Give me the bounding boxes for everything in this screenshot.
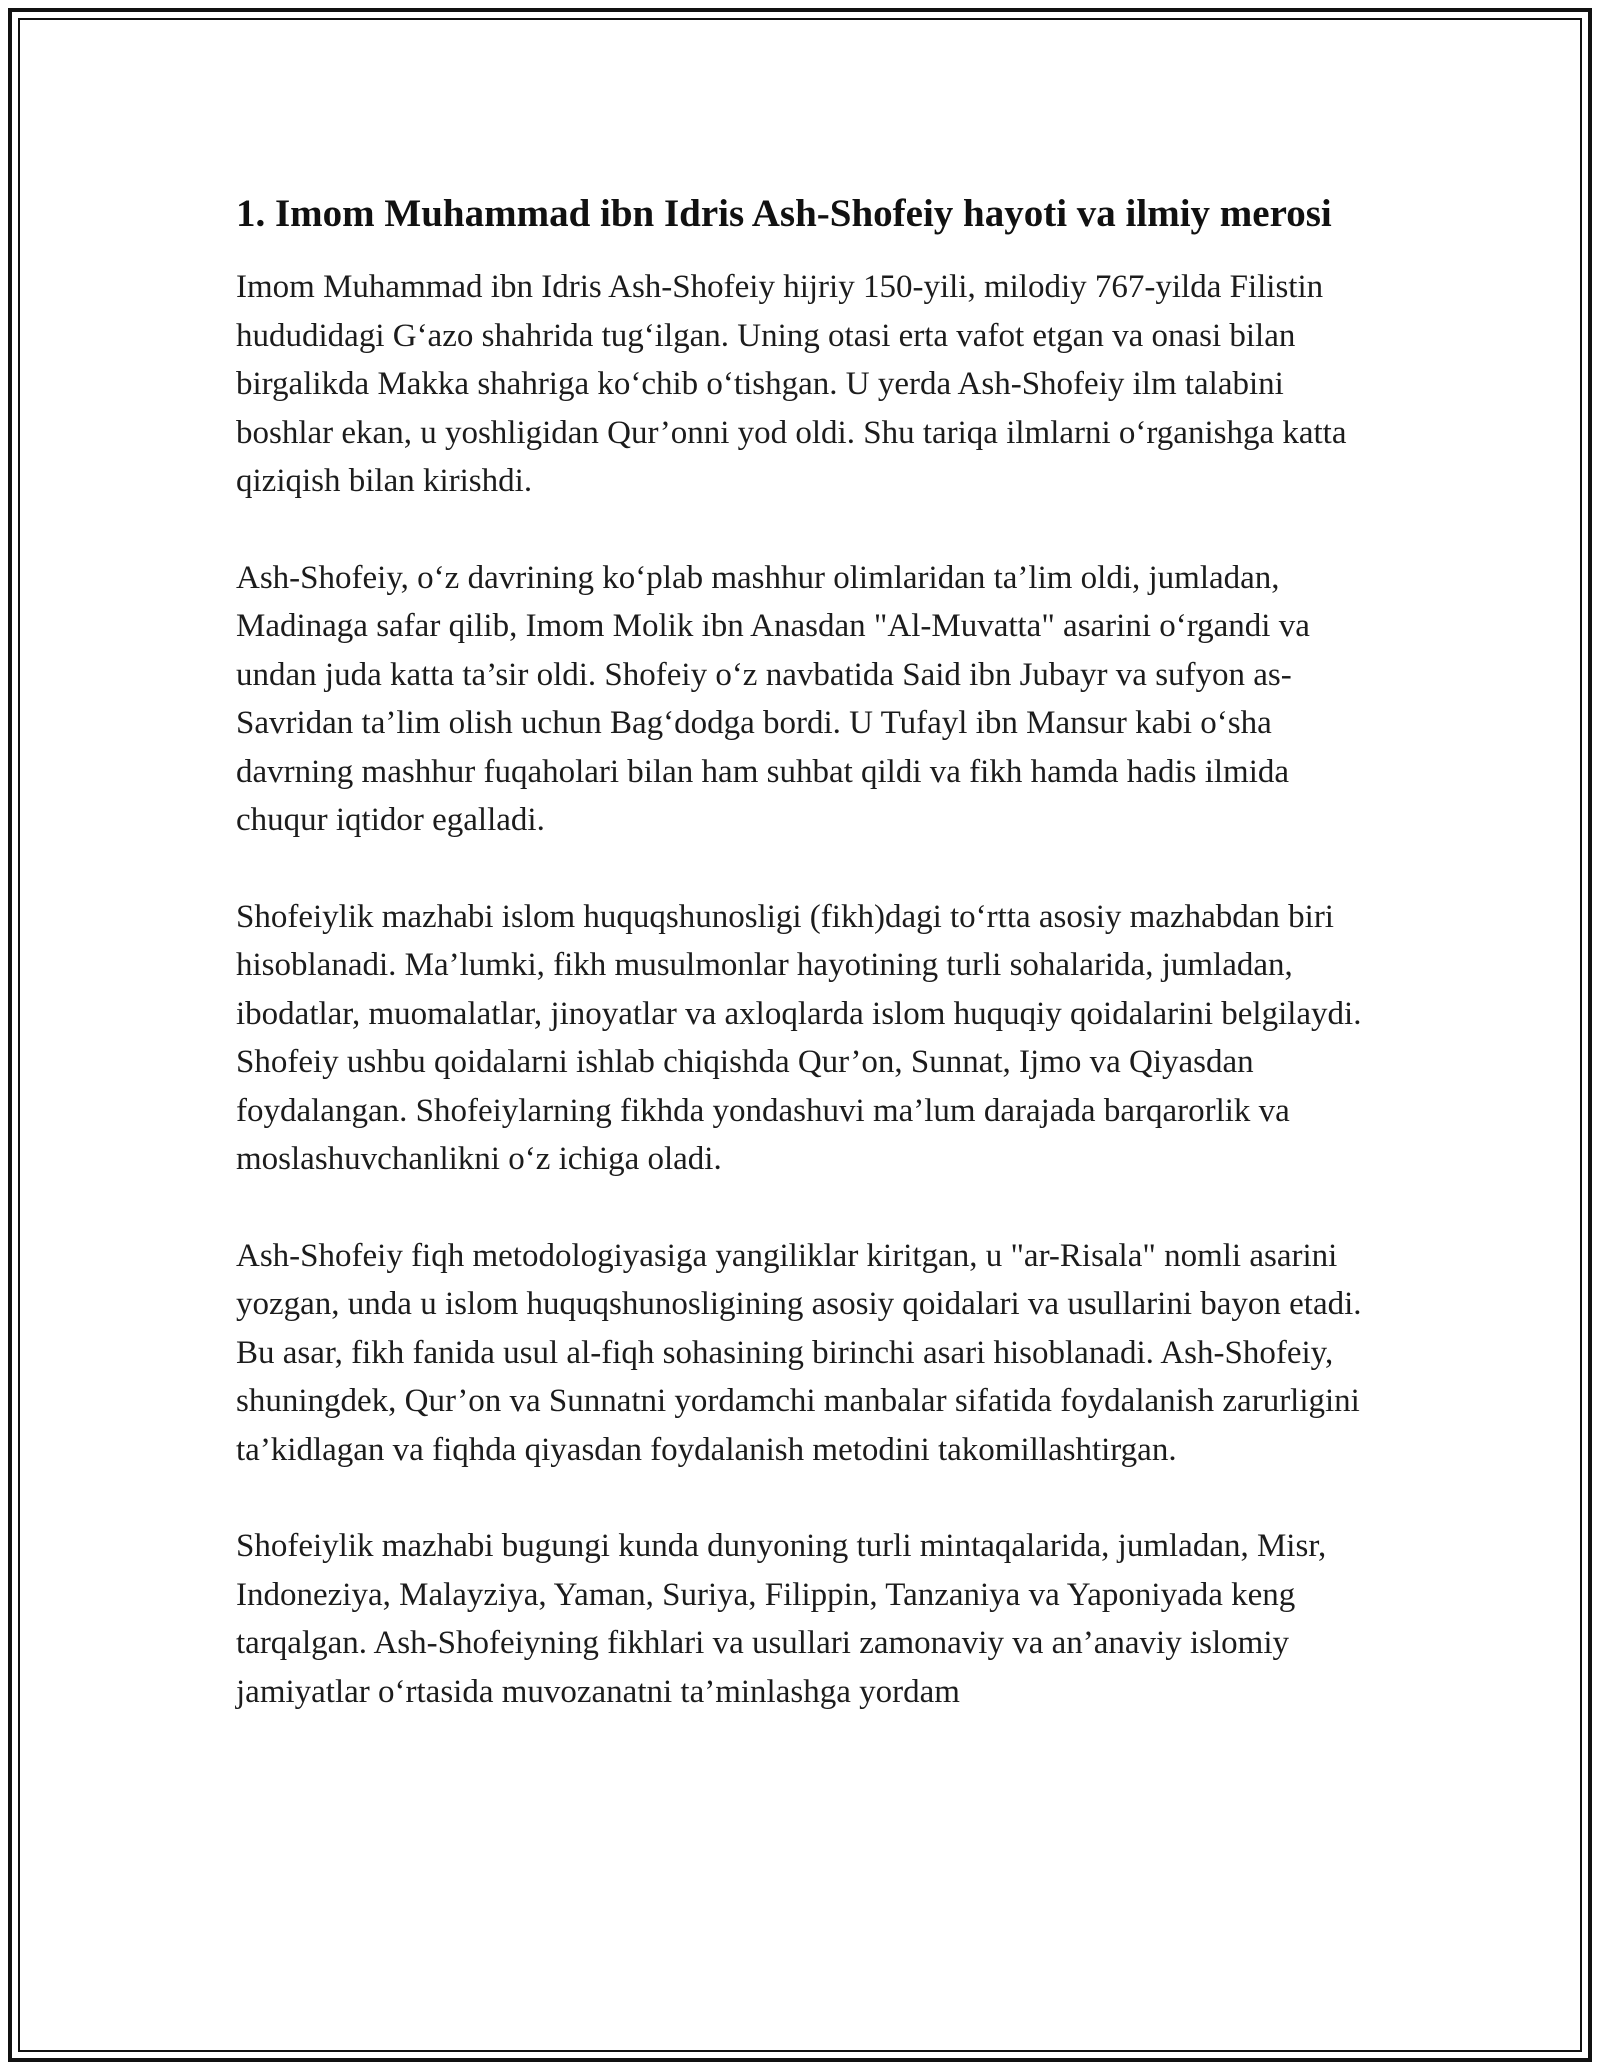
paragraph-3: Shofeiylik mazhabi islom huquqshunosligi (fikh)dagi to‘rtta asosiy mazhabdan biri hisoblanadi. Ma’lumki, fikh musulmonlar hayotining turli sohalarida, jumladan, ibodatlar, muomalatlar, jinoyatlar va axloqlarda islom huquqiy qoidalarini belgilaydi. Shofeiy ushbu qoidalarni ishlab chiqishda Qur’on, Sunnat, Ijmo va Qiyasdan foydalangan. Shofeiylarning fikhda yondashuvi ma’lum darajada barqarorlik va moslashuvchanlikni o‘z ichiga oladi. [236,898,1362,1177]
paragraph-5: Shofeiylik mazhabi bugungi kunda dunyoning turli mintaqalarida, jumladan, Misr, Indoneziya, Malayziya, Yaman, Suriya, Filippin, Tanzaniya va Yaponiyada keng tarqalgan. Ash-Shofeiyning fikhlari va usullari zamonaviy va an’anaviy islomiy jamiyatlar o‘rtasida muvozanatni ta’minlashga yordam [236,1528,1327,1710]
section-heading: 1. Imom Muhammad ibn Idris Ash-Shofeiy hayoti va ilmiy merosi [236,192,1332,235]
paragraph-4: Ash-Shofeiy fiqh metodologiyasiga yangiliklar kiritgan, u "ar-Risala" nomli asarini yozgan, unda u islom huquqshunosligining asosiy qoidalari va usullarini bayon etadi. Bu asar, fikh fanida usul al-fiqh sohasining birinchi asari hisoblanadi. Ash-Shofeiy, shuningdek, Qur’on va Sunnatni yordamchi manbalar sifatida foydalanish zarurligini ta’kidlagan va fiqhda qiyasdan foydalanish metodini takomillashtirgan. [236,1237,1362,1468]
document-body [236,186,1372,1764]
paragraph-2: Ash-Shofeiy, o‘z davrining ko‘plab mashhur olimlaridan ta’lim oldi, jumladan, Madinaga safar qilib, Imom Molik ibn Anasdan "Al-Muvatta" asarini o‘rgandi va undan juda katta ta’sir oldi. Shofeiy o‘z navbatida Said ibn Jubayr va sufyon as-Savridan ta’lim olish uchun Bag‘dodga bordi. U Tufayl ibn Mansur kabi o‘sha davrning mashhur fuqaholari bilan ham suhbat qildi va fikh hamda hadis ilmida chuqur iqtidor egalladi. [236,559,1310,838]
paragraph-1: Imom Muhammad ibn Idris Ash-Shofeiy hijriy 150-yili, milodiy 767-yilda Filistin hududidagi G‘azo shahrida tug‘ilgan. Uning otasi erta vafot etgan va onasi bilan birgalikda Makka shahriga ko‘chib o‘tishgan. U yerda Ash-Shofeiy ilm talabini boshlar ekan, u yoshligidan Qur’onni yod oldi. Shu tariqa ilmlarni o‘rganishga katta qiziqish bilan kirishdi. [236,269,1347,499]
